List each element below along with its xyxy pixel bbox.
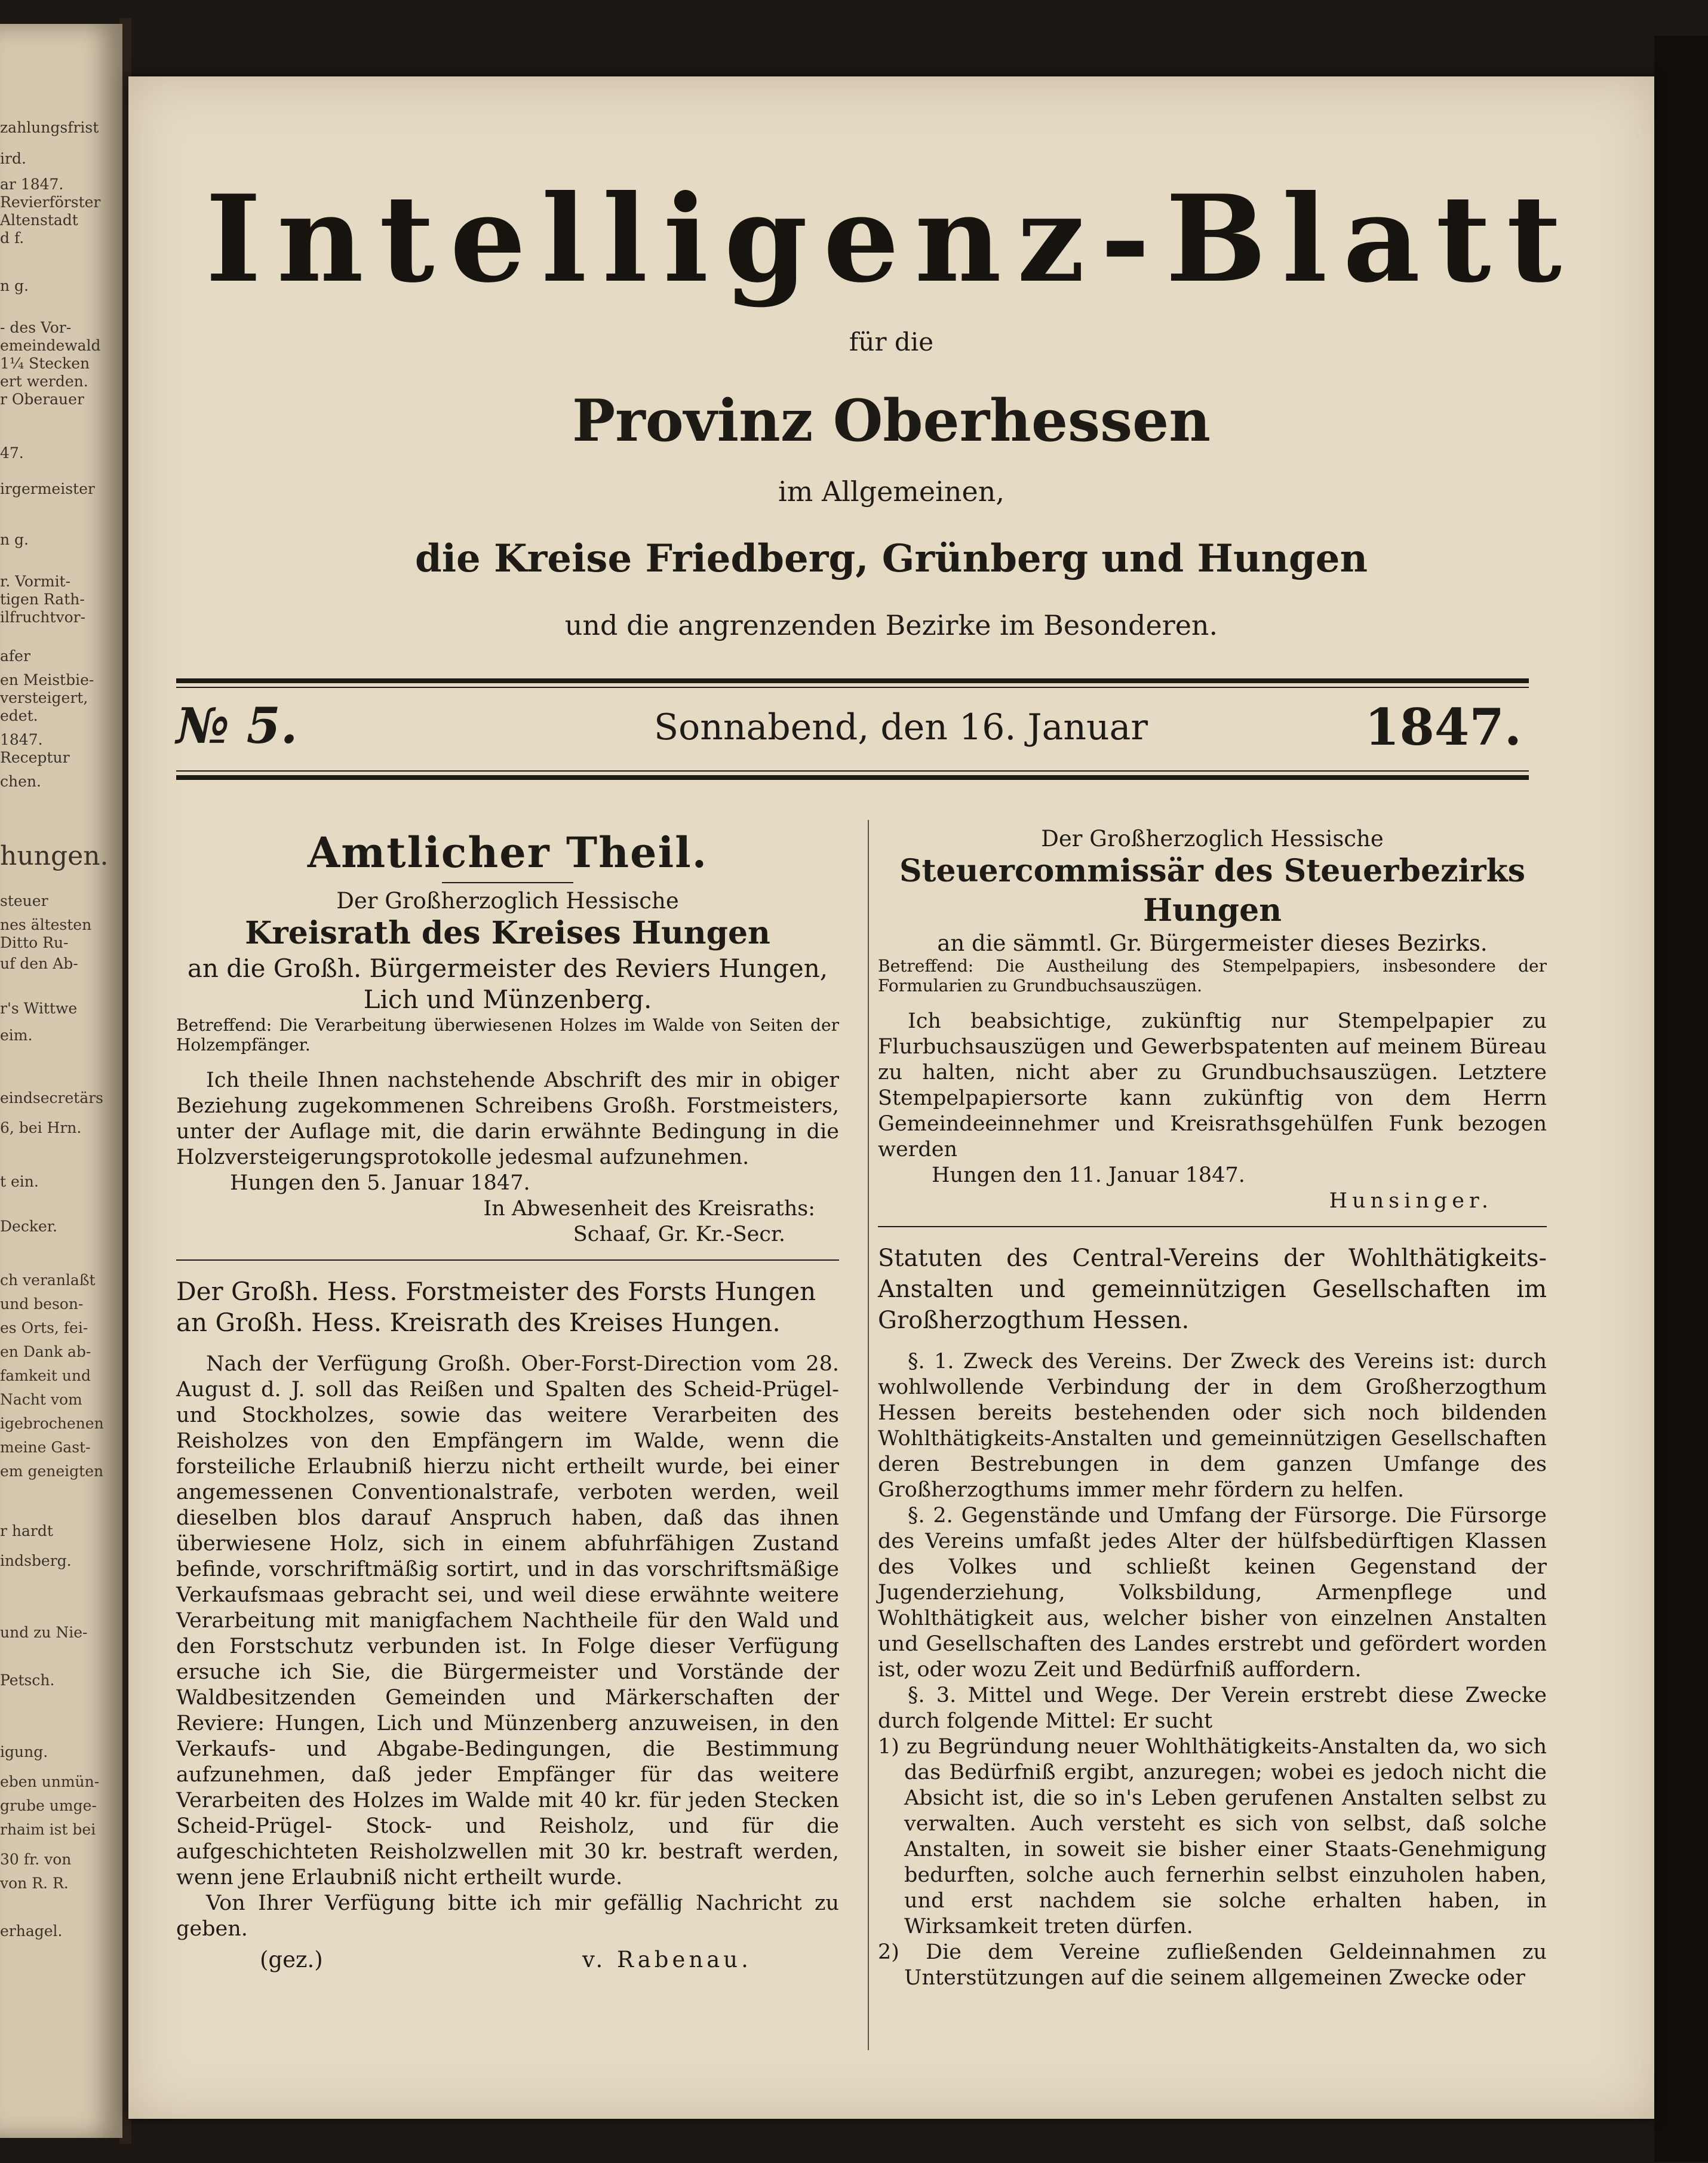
edge-line: grube umge- xyxy=(0,1798,97,1814)
edge-line: eindsecretärs xyxy=(0,1090,103,1107)
statutes-title: Statuten des Central-Vereins der Wohlthätigkeits-Anstalten und gemeinnützigen Gesellschaften im Großherzogthum Hessen. xyxy=(878,1245,1547,1334)
notice-separator xyxy=(878,1226,1547,1227)
edge-line: tigen Rath- xyxy=(0,591,85,608)
issue-year: 1847. xyxy=(1365,698,1522,757)
edge-line: rhaim ist bei xyxy=(0,1821,96,1838)
binding-edge xyxy=(1654,36,1708,2162)
edge-line: ar 1847. xyxy=(0,176,64,193)
left-column xyxy=(176,826,839,1983)
edge-line: irgermeister xyxy=(0,481,95,497)
rule-top-thin xyxy=(176,687,1529,688)
edge-line: ird. xyxy=(0,150,26,167)
edge-line: und beson- xyxy=(0,1296,84,1313)
edge-line: d f. xyxy=(0,230,24,247)
edge-line: eben unmün- xyxy=(0,1774,100,1790)
notice1-issuer-line2: Kreisrath des Kreises Hungen xyxy=(245,915,770,951)
edge-line: zahlungsfrist xyxy=(0,119,99,136)
section-title: Amtlicher Theil. xyxy=(307,828,708,877)
column-divider xyxy=(868,820,869,2050)
notice2-signed-name: v. Rabenau. xyxy=(582,1947,752,1972)
edge-line: von R. R. xyxy=(0,1875,69,1892)
edge-line: 1¼ Stecken xyxy=(0,355,90,372)
newspaper-page xyxy=(128,76,1654,2119)
notice1-subject: Betreffend: Die Verarbeitung überwiesenen Holzes im Walde von Seiten der Holzempfänger. xyxy=(176,1015,839,1055)
edge-line: Ditto Ru- xyxy=(0,935,69,951)
edge-line: igebrochenen xyxy=(0,1415,104,1432)
edge-line: uf den Ab- xyxy=(0,955,78,972)
statutes-item-1: 1) zu Begründung neuer Wohlthätigkeits-Anstalten da, wo sich das Bedürfniß ergibt, anzuregen; wobei es jedoch nicht die Absicht ist, die so in's Leben gerufenen Anstalten selbst zu verwalten. Auch versteht es sich von selbst, daß solche Anstalten, in soweit sie bisher einer Staats-Genehmigung bedurften, solche auch fernerhin selbst einzuholen haben, und erst nachdem sie solche erhalten haben, in Wirksamkeit treten dürfen. xyxy=(878,1735,1547,1938)
statutes-paragraph-1: §. 1. Zweck des Vereins. Der Zweck des Vereins ist: durch wohlwollende Verbindung der in dem Großherzogthum Hessen bereits bestehenden oder sich noch bildenden Wohlthätigkeits-Anstalten und gemeinnützigen Gesellschaften deren Bestrebungen in dem ganzen Umfange des Großherzogthums immer mehr fördern zu helfen. xyxy=(878,1350,1547,1502)
masthead-districts: die Kreise Friedberg, Grünberg und Hungen xyxy=(414,536,1368,581)
statutes-paragraph-2: §. 2. Gegenstände und Umfang der Fürsorge. Die Fürsorge des Vereins umfaßt jedes Alter der hülfsbedürftigen Klassen des Volkes und schließt keinen Gegenstand der Jugenderziehung, Volksbildung, Armenpflege und Wohlthätigkeit aus, welcher bisher von einzelnen Anstalten und Gesellschaften des Landes erstrebt und gefördert worden ist, oder wozu Zeit und Bedürfniß auffordern. xyxy=(878,1504,1547,1682)
edge-line: eim. xyxy=(0,1027,33,1044)
edge-line: 47. xyxy=(0,445,24,462)
edge-line: famkeit und xyxy=(0,1368,91,1384)
masthead-title: Intelligenz-Blatt xyxy=(205,169,1577,309)
edge-line: Receptur xyxy=(0,749,70,766)
edge-line: Petsch. xyxy=(0,1672,55,1689)
edge-line: edet. xyxy=(0,708,38,724)
edge-line: Nacht vom xyxy=(0,1391,82,1408)
masthead-for-the: für die xyxy=(849,327,934,357)
edge-line: steuer xyxy=(0,893,48,910)
edge-line: meine Gast- xyxy=(0,1439,91,1456)
title-underline xyxy=(442,882,573,883)
edge-line: r's Wittwe xyxy=(0,1000,78,1017)
notice3-subject: Betreffend: Die Austheilung des Stempelpapiers, insbesondere der Formularien zu Grundbuchsauszügen. xyxy=(878,956,1547,996)
edge-line: en Dank ab- xyxy=(0,1344,91,1360)
masthead-general: im Allgemeinen, xyxy=(778,475,1004,508)
rule-top-thick xyxy=(176,678,1529,683)
edge-line: em geneigten xyxy=(0,1463,104,1480)
notice2-body: Nach der Verfügung Großh. Ober-Forst-Direction vom 28. August d. J. soll das Reißen und Spalten des Scheid-Prügel- und Stockholzes, sowie das weitere Verarbeiten des Reisholzes von den Empfängern im Walde, wenn die forsteiliche Erlaubniß hierzu nicht ertheilt wurde, bei einer angemessenen Conventionalstrafe, verboten werden, weil dieselben blos darauf Anspruch haben, daß das ihnen überwiesene Holz, sich in einem abfuhrfähigen Zustand befinde, vorschriftmäßig sortirt, und in das vorschriftsmäßige Verkaufsmaas gebracht sei, und weil diese erwähnte weitere Verarbeitung mit manigfachem Nachtheile für den Wald und den Forstschutz verbunden ist. In Folge dieser Verfügung ersuche ich Sie, die Bürgermeister und Vorstände der Waldbesitzenden Gemeinden und Märkerschaften der Reviere: Hungen, Lich und Münzenberg anzuweisen, in den Verkaufs- und Abgabe-Bedingungen, die Bestimmung aufzunehmen, daß jeder Empfänger für das weitere Verarbeiten des Holzes im Walde mit 40 kr. für jeden Stecken Scheid-Prügel- Stock- und Reisholz, und für die aufgeschichteten Reisholzwellen mit 30 kr. bestraft werden, wenn jene Erlaubniß nicht ertheilt wurde. xyxy=(176,1352,839,1889)
notice2-signed-label: (gez.) xyxy=(260,1947,323,1972)
edge-line: t ein. xyxy=(0,1173,39,1190)
notice1-place-date: Hungen den 5. Januar 1847. xyxy=(230,1171,530,1195)
edge-line: r hardt xyxy=(0,1523,53,1540)
edge-line: versteigert, xyxy=(0,690,88,706)
notice1-absence: In Abwesenheit des Kreisraths: xyxy=(483,1197,815,1221)
notice-separator xyxy=(176,1259,839,1261)
notice3-issuer-line1: Der Großherzoglich Hessische xyxy=(1041,826,1384,852)
edge-line: 30 fr. von xyxy=(0,1851,72,1868)
edge-line: Decker. xyxy=(0,1218,57,1235)
notice1-addressee: an die Großh. Bürgermeister des Reviers Hungen, Lich und Münzenberg. xyxy=(187,954,828,1014)
notice1-signature: Schaaf, Gr. Kr.-Secr. xyxy=(573,1222,785,1246)
edge-line: r. Vormit- xyxy=(0,573,71,590)
right-column xyxy=(878,826,1547,1991)
previous-page-edge xyxy=(0,24,122,2138)
issue-number: № 5. xyxy=(176,698,298,755)
edge-line: Revierförster xyxy=(0,194,101,211)
notice1-issuer-line1: Der Großherzoglich Hessische xyxy=(336,888,679,914)
edge-line: n g. xyxy=(0,278,29,294)
statutes-item-2: 2) Die dem Vereine zufließenden Geldeinnahmen zu Unterstützungen auf die seinem allgemeinen Zwecke oder xyxy=(878,1940,1547,1990)
edge-line: en Meistbie- xyxy=(0,672,94,689)
edge-line: indsberg. xyxy=(0,1553,72,1569)
edge-line: nes ältesten xyxy=(0,917,92,933)
edge-line: emeindewald xyxy=(0,337,101,354)
edge-line: und zu Nie- xyxy=(0,1624,88,1641)
statutes-paragraph-3: §. 3. Mittel und Wege. Der Verein erstrebt diese Zwecke durch folgende Mittel: Er sucht xyxy=(878,1683,1547,1733)
notice1-body: Ich theile Ihnen nachstehende Abschrift des mir in obiger Beziehung zugekommenen Schreibens Großh. Forstmeisters, unter der Auflage mit, die darin erwähnte Bedingung in die Holzversteigerungsprotokolle jedesmal aufzunehmen. xyxy=(176,1068,839,1169)
notice3-addressee: an die sämmtl. Gr. Bürgermeister dieses Bezirks. xyxy=(937,930,1488,956)
edge-line: n g. xyxy=(0,531,29,548)
edge-line: erhagel. xyxy=(0,1923,63,1940)
edge-line: 1847. xyxy=(0,732,43,748)
edge-line: Altenstadt xyxy=(0,212,78,229)
notice3-issuer-line2: Steuercommissär des Steuerbezirks Hungen xyxy=(899,853,1526,929)
edge-line: ert werden. xyxy=(0,373,88,390)
rule-bottom-thin xyxy=(176,770,1529,772)
edge-line: chen. xyxy=(0,773,41,790)
edge-line: afer xyxy=(0,648,30,665)
edge-line: 6, bei Hrn. xyxy=(0,1120,82,1136)
issue-date: Sonnabend, den 16. Januar xyxy=(654,706,1148,748)
edge-line: - des Vor- xyxy=(0,319,72,336)
rule-bottom-thick xyxy=(176,775,1529,780)
edge-line: es Orts, fei- xyxy=(0,1320,88,1336)
notice3-place-date: Hungen den 11. Januar 1847. xyxy=(932,1163,1245,1187)
edge-line: ilfruchtvor- xyxy=(0,609,86,626)
notice3-body: Ich beabsichtige, zukünftig nur Stempelpapier zu Flurbuchsauszügen und Gewerbspatenten auf meinem Büreau zu halten, nicht aber zu Grundbuchsauszügen. Letztere Stempelpapiersorte kann zukünftig von dem Herrn Gemeindeeinnehmer und Kreisrathsgehülfen Funk bezogen werden xyxy=(878,1009,1547,1162)
edge-line: igung. xyxy=(0,1744,48,1760)
edge-line: r Oberauer xyxy=(0,391,84,408)
notice2-request: Von Ihrer Verfügung bitte ich mir gefällig Nachricht zu geben. xyxy=(176,1891,839,1941)
masthead-adjacent: und die angrenzenden Bezirke im Besonderen. xyxy=(564,609,1218,641)
notice2-heading: Der Großh. Hess. Forstmeister des Forsts Hungen an Großh. Hess. Kreisrath des Kreises Hungen. xyxy=(176,1277,816,1337)
notice2-signature-row xyxy=(176,1947,839,1983)
edge-line: hungen. xyxy=(0,842,109,871)
notice3-signature: Hunsinger. xyxy=(1329,1189,1493,1213)
masthead-province: Provinz Oberhessen xyxy=(572,387,1211,454)
edge-line: ch veranlaßt xyxy=(0,1272,96,1289)
